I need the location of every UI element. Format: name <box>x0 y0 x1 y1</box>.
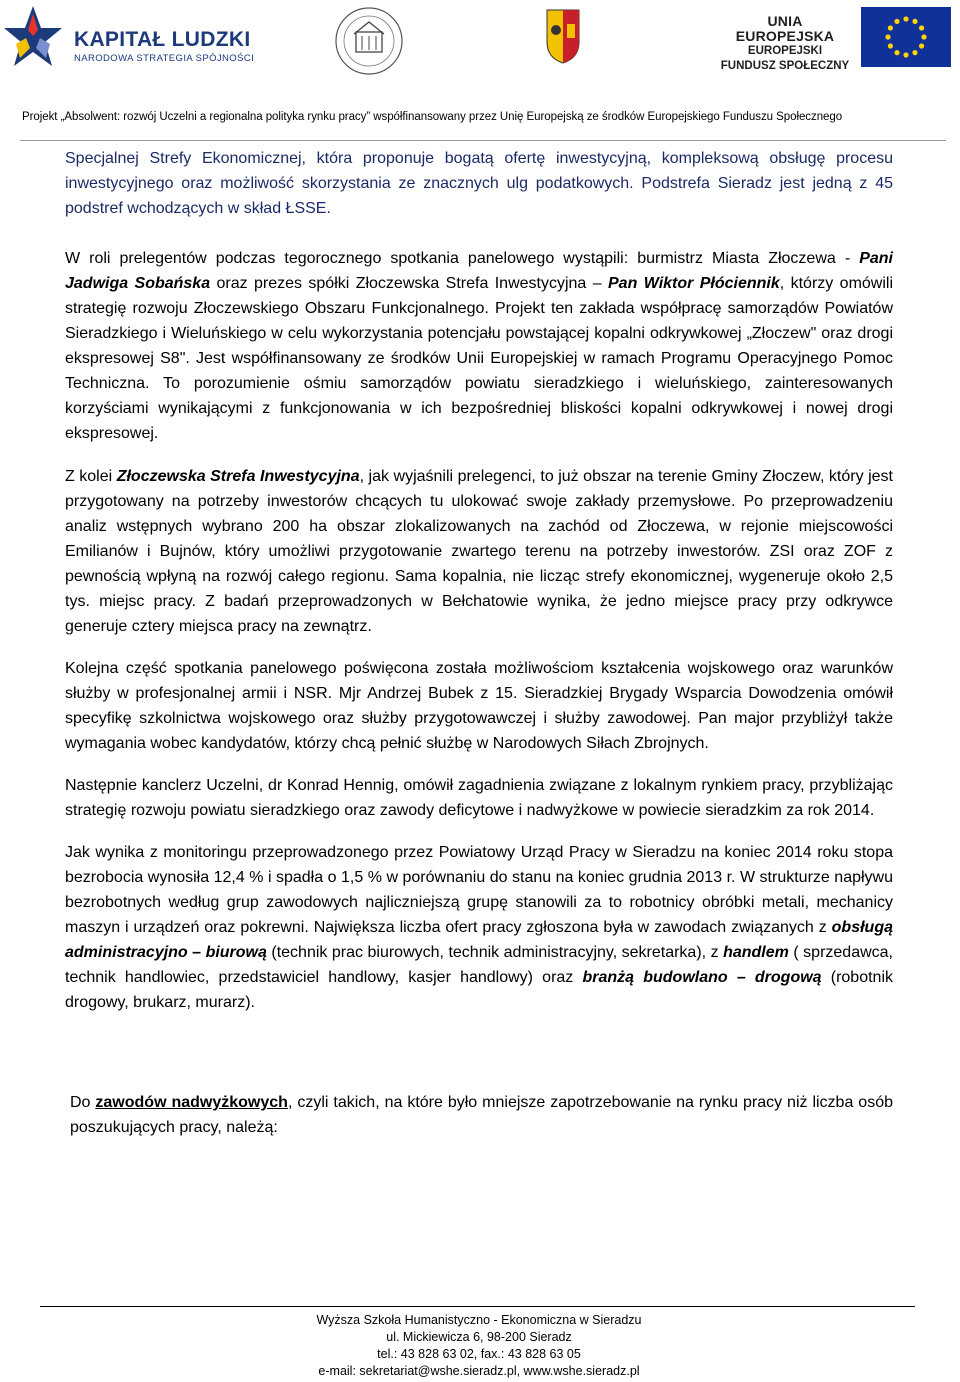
footer-email: e-mail: sekretariat@wshe.sieradz.pl, www.wshe.sieradz.pl <box>318 1364 640 1378</box>
paragraph-2 <box>65 246 893 446</box>
kapital-ludzki-subtitle: NARODOWA STRATEGIA SPÓJNOŚCI <box>74 53 255 64</box>
paragraph-3-text-1: Z kolei <box>65 468 117 485</box>
paragraph-5: Następnie kanclerz Uczelni, dr Konrad Hennig, omówił zagadnienia związane z lokalnym rynkiem pracy, przybliżając strategię rozwoju powiatu sieradzkiego oraz zawody deficytowe i nadwyżkowe w powiecie sieradzkim za rok 2014. <box>65 777 893 819</box>
paragraph-7-text-2: , czyli takich, na które było mniejsze zapotrzebowanie na rynku pracy niż liczba osób poszukujących pracy, należą: <box>70 1094 894 1136</box>
footer-address: ul. Mickiewicza 6, 98-200 Sieradz <box>386 1330 572 1344</box>
construction-field: branżą budowlano – drogową <box>582 969 822 986</box>
footer-divider <box>40 1306 915 1307</box>
admin-office-field: obsługą administracyjno – biurową <box>65 919 893 961</box>
paragraph-3 <box>65 464 893 639</box>
paragraph-4: Kolejna część spotkania panelowego poświęcona została możliwościom kształcenia wojskowego oraz warunków służby w profesjonalnej armii i NSR. Mjr Andrzej Bubek z 15. Sieradzkiej Brygady Wsparcia Dowodzenia omówił specyfikę szkolnictwa wojskowego oraz służby przygotowawczej i służby zawodowej. Pan major przybliżył także wymagania wobec kandydatów, którzy chcą pełnić służbę w Narodowych Siłach Zbrojnych. <box>65 660 893 752</box>
eu-flag-icon <box>861 7 951 67</box>
paragraph-7 <box>65 1090 893 1140</box>
kapital-ludzki-title: KAPITAŁ LUDZKI <box>74 28 251 51</box>
footer <box>0 1312 958 1380</box>
paragraph-6-text-3: ( sprzedawca, technik handlowiec, przedstawiciel handlowy, kasjer handlowy) oraz <box>65 944 893 986</box>
paragraph-2-text-1: W roli prelegentów podczas tegorocznego spotkania panelowego wystąpili: burmistrz Miasta Złoczewa - <box>65 250 860 267</box>
paragraph-7-text-1: Do <box>70 1094 96 1111</box>
trade-field: handlem <box>723 944 789 961</box>
document-body <box>65 146 893 1140</box>
project-title-line: Projekt „Absolwent: rozwój Uczelni a regionalna polityka rynku pracy” współfinansowany przez Unię Europejską ze środków Europejskiego Funduszu Społecznego <box>22 111 843 123</box>
paragraph-2-text-3: , którzy omówili strategię rozwoju Złoczewskiego Obszaru Funkcjonalnego. Projekt ten zakłada współpracę samorządów Powiatów Sieradzkiego i Wieluńskiego w celu wykorzystania potencjału powstającej kopalni odkrywkowej „Złoczew" oraz drogi ekspresowej S8". Jest współfinansowany ze środków Unii Europejskiej w ramach Programu Operacyjnego Pomoc Techniczna. To porozumienie ośmiu samorządów powiatu sieradzkiego i wieluńskiego, zainteresowanych korzyściami wynikającymi z funkcjonowania w ich bezpośredniej bliskości kopalni odkrywkowej i nowej drogi ekspresowej. <box>65 275 894 442</box>
paragraph-1: Specjalnej Strefy Ekonomicznej, która proponuje bogatą ofertę inwestycyjną, kompleksową obsługę procesu inwestycyjnego oraz możliwość skorzystania ze znacznych ulg podatkowych. Podstrefa Sieradz jest jedną z 45 podstref wchodzących w skład ŁSSE. <box>65 150 893 217</box>
kapital-ludzki-star-icon <box>4 4 62 70</box>
school-emblem-icon <box>334 6 404 76</box>
footer-school-name: Wyższa Szkoła Humanistyczno - Ekonomiczna w Sieradzu <box>316 1313 642 1327</box>
eu-logo-text <box>720 14 850 74</box>
eu-line1: UNIA EUROPEJSKA <box>735 13 835 44</box>
paragraph-6-text-2: (technik prac biurowych, technik administracyjny, sekretarka), z <box>266 944 724 961</box>
header-divider <box>20 140 946 141</box>
paragraph-3-text-2: , jak wyjaśnili prelegenci, to już obszar na terenie Gminy Złoczew, który jest przygotowany na potrzeby inwestorów chcących tu ulokować swoje zakłady przemysłowe. Po przeprowadzeniu analiz wstępnych wybrano 200 ha obszar zlokalizowanych na zachód od Złoczewa, w rejonie miejscowości Emilianów i Bujnów, który umożliwi przygotowanie zwartego terenu na potrzeby inwestorów. ZSI oraz ZOF z pewnością wpłyną na rozwój całego regionu. Sama kopalnia, nie licząc strefy ekonomicznej, wygeneruje około 2,5 tys. miejsc pracy. Z badań przeprowadzonych w Bełchatowie wynika, że jedno miejsce pracy przy odkrywce generuje cztery miejsca pracy na zewnątrz. <box>65 468 893 635</box>
president-name: Pan Wiktor Płóciennik <box>608 275 780 292</box>
footer-phone: tel.: 43 828 63 02, fax.: 43 828 63 05 <box>377 1347 581 1361</box>
zsi-name: Złoczewska Strefa Inwestycyjna <box>116 468 360 485</box>
paragraph-2-text-2: oraz prezes spółki Złoczewska Strefa Inwestycyjna – <box>210 275 608 292</box>
eu-line3: FUNDUSZ SPOŁECZNY <box>720 60 850 72</box>
paragraph-6-text-4: (robotnik drogowy, brukarz, murarz). <box>65 969 894 1011</box>
kapital-ludzki-logo <box>4 4 264 70</box>
eu-line2: EUROPEJSKI <box>747 45 823 57</box>
paragraph-6-text-1: Jak wynika z monitoringu przeprowadzonego przez Powiatowy Urząd Pracy w Sieradzu na koniec 2014 roku stopa bezrobocia wynosiła 12,4 % i spadła o 1,5 % w porównaniu do stanu na koniec grudnia 2013 r. W strukturze napływu bezrobotnych według grup zawodowych najliczniejszą grupę stanowili za to robotnicy obróbki metali, mechanicy maszyn i urządzeń oraz pokrewni. Największa liczba ofert pracy zgłoszona była w zawodach związanych z <box>65 844 893 936</box>
mayor-name: Pani Jadwiga Sobańska <box>65 250 893 292</box>
surplus-professions: zawodów nadwyżkowych <box>95 1094 288 1111</box>
paragraph-6 <box>65 840 893 1015</box>
header-logos <box>0 0 960 100</box>
county-crest-icon <box>545 8 581 64</box>
